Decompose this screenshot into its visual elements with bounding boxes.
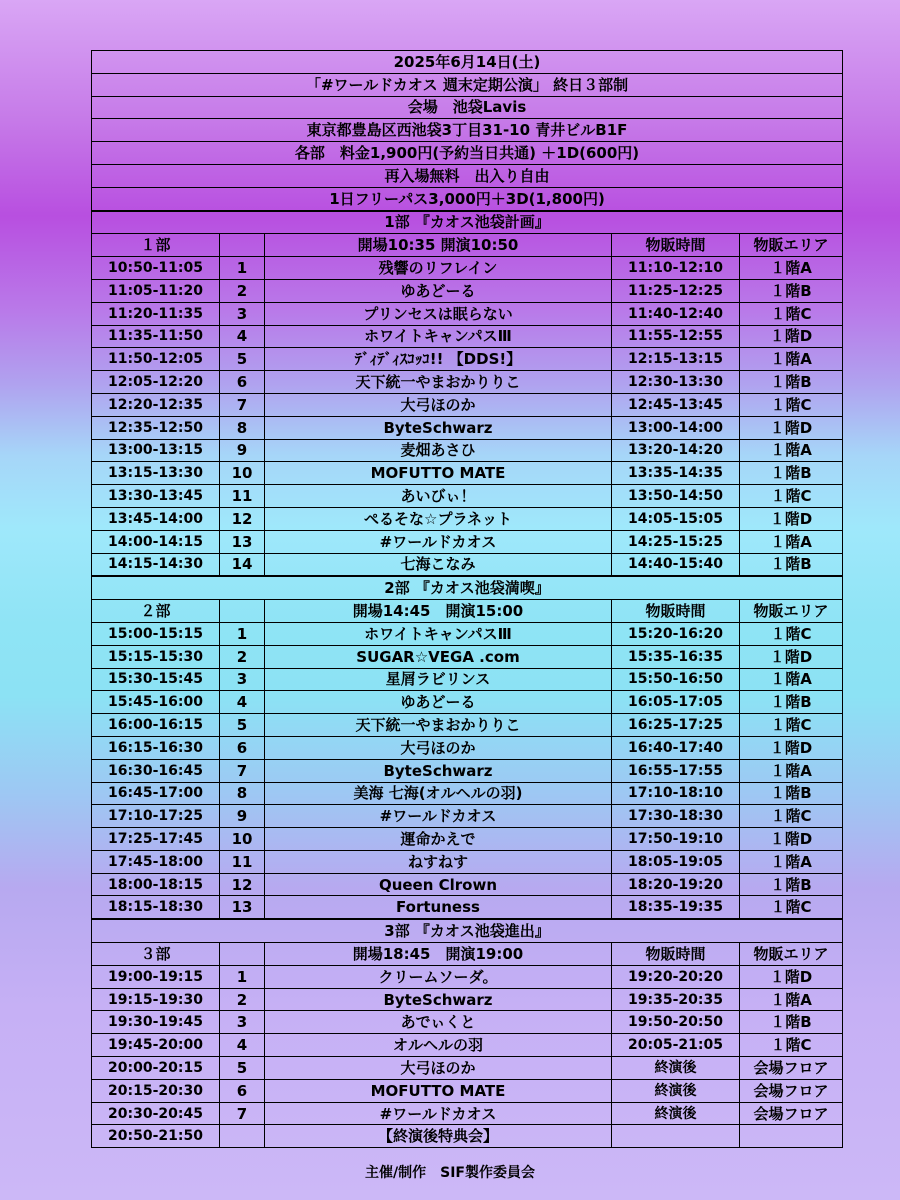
- performance-time: 19:15-19:30: [92, 988, 220, 1011]
- merch-time: 16:55-17:55: [612, 759, 740, 782]
- performance-time: 17:10-17:25: [92, 805, 220, 828]
- performer-name: 大弓ほのか: [265, 1057, 612, 1080]
- order-number: 3: [220, 302, 265, 325]
- merch-area: １階C: [740, 302, 843, 325]
- merch-time: 17:10-18:10: [612, 782, 740, 805]
- section-header-row: [92, 943, 843, 966]
- merch-area: １階B: [740, 462, 843, 485]
- merch-time: 19:20-20:20: [612, 965, 740, 988]
- merch-area: １階A: [740, 988, 843, 1011]
- header-line: 1日フリーパス3,000円＋3D(1,800円): [92, 187, 843, 210]
- table-row: [92, 828, 843, 851]
- header-line: 2025年6月14日(土): [92, 51, 843, 74]
- merch-area: １階D: [740, 325, 843, 348]
- merch-area: 会場フロア: [740, 1057, 843, 1080]
- table-row: [92, 439, 843, 462]
- order-number: 9: [220, 439, 265, 462]
- table-row: [92, 645, 843, 668]
- performance-time: 18:00-18:15: [92, 873, 220, 896]
- merch-area: １階D: [740, 507, 843, 530]
- table-row: [92, 782, 843, 805]
- performance-time: 18:15-18:30: [92, 896, 220, 919]
- performer-name: ホワイトキャンパスⅢ: [265, 622, 612, 645]
- performance-time: 14:15-14:30: [92, 553, 220, 576]
- table-row: [92, 257, 843, 280]
- merch-time: 11:55-12:55: [612, 325, 740, 348]
- merch-time: 19:50-20:50: [612, 1011, 740, 1034]
- table-row: [92, 622, 843, 645]
- order-number: [220, 1125, 265, 1148]
- merch-time: 17:50-19:10: [612, 828, 740, 851]
- table-row: [92, 348, 843, 371]
- merch-area: １階D: [740, 736, 843, 759]
- section-title-row: [92, 919, 843, 942]
- merch-time: 14:40-15:40: [612, 553, 740, 576]
- order-number: 12: [220, 873, 265, 896]
- performance-time: 13:00-13:15: [92, 439, 220, 462]
- section-label: ２部: [92, 600, 220, 623]
- performer-name: ゆあどーる: [265, 691, 612, 714]
- table-row: [92, 1079, 843, 1102]
- merch-area: １階A: [740, 257, 843, 280]
- performance-time: 11:05-11:20: [92, 279, 220, 302]
- performer-name: 美海 七海(オルヘルの羽): [265, 782, 612, 805]
- header-line: 再入場無料 出入り自由: [92, 164, 843, 187]
- merch-area: １階B: [740, 553, 843, 576]
- performance-time: 16:30-16:45: [92, 759, 220, 782]
- table-row: [92, 759, 843, 782]
- performer-name: ホワイトキャンパスⅢ: [265, 325, 612, 348]
- merch-area: １階A: [740, 668, 843, 691]
- header-row: [92, 119, 843, 142]
- section-header-row: [92, 234, 843, 257]
- merch-time: [612, 1125, 740, 1148]
- merch-area: 会場フロア: [740, 1079, 843, 1102]
- merch-area-header: 物販エリア: [740, 943, 843, 966]
- performance-time: 20:50-21:50: [92, 1125, 220, 1148]
- header-line: 各部 料金1,900円(予約当日共通) ＋1D(600円): [92, 142, 843, 165]
- order-number: 2: [220, 988, 265, 1011]
- order-number: 4: [220, 691, 265, 714]
- order-number: 2: [220, 279, 265, 302]
- merch-area: １階B: [740, 1011, 843, 1034]
- merch-time: 18:05-19:05: [612, 850, 740, 873]
- table-row: [92, 1125, 843, 1148]
- merch-area: １階C: [740, 393, 843, 416]
- performance-time: 19:45-20:00: [92, 1034, 220, 1057]
- merch-time: 16:40-17:40: [612, 736, 740, 759]
- merch-area: １階B: [740, 782, 843, 805]
- order-number: 3: [220, 668, 265, 691]
- merch-time: 16:25-17:25: [612, 714, 740, 737]
- merch-area: １階A: [740, 530, 843, 553]
- table-row: [92, 530, 843, 553]
- merch-area: １階A: [740, 850, 843, 873]
- performer-name: ﾃﾞｨﾃﾞｨｽｺｯｺ!! 【DDS!】: [265, 348, 612, 371]
- performance-time: 12:20-12:35: [92, 393, 220, 416]
- merch-time: 15:35-16:35: [612, 645, 740, 668]
- performer-name: プリンセスは眠らない: [265, 302, 612, 325]
- performance-time: 11:50-12:05: [92, 348, 220, 371]
- order-number: 7: [220, 1102, 265, 1125]
- performance-time: 16:45-17:00: [92, 782, 220, 805]
- order-number: 14: [220, 553, 265, 576]
- table-row: [92, 896, 843, 919]
- order-number: 5: [220, 1057, 265, 1080]
- section-title-row: [92, 211, 843, 234]
- merch-time: 13:20-14:20: [612, 439, 740, 462]
- header-row: [92, 96, 843, 119]
- table-row: [92, 988, 843, 1011]
- performer-name: 七海こなみ: [265, 553, 612, 576]
- table-row: [92, 325, 843, 348]
- performance-time: 17:45-18:00: [92, 850, 220, 873]
- merch-area: １階D: [740, 828, 843, 851]
- table-row: [92, 805, 843, 828]
- order-number: 12: [220, 507, 265, 530]
- table-row: [92, 1057, 843, 1080]
- performer-name: クリームソーダ。: [265, 965, 612, 988]
- performer-name: 残響のリフレイン: [265, 257, 612, 280]
- performance-time: 11:35-11:50: [92, 325, 220, 348]
- order-number: 11: [220, 850, 265, 873]
- order-number: 10: [220, 462, 265, 485]
- performer-name: #ワールドカオス: [265, 805, 612, 828]
- table-row: [92, 507, 843, 530]
- merch-area: １階D: [740, 645, 843, 668]
- performance-time: 20:00-20:15: [92, 1057, 220, 1080]
- table-row: [92, 279, 843, 302]
- order-number: 9: [220, 805, 265, 828]
- merch-time: 18:35-19:35: [612, 896, 740, 919]
- merch-area: [740, 1125, 843, 1148]
- table-row: [92, 1011, 843, 1034]
- section-title: 3部 『カオス池袋進出』: [92, 919, 843, 942]
- table-row: [92, 736, 843, 759]
- organizer-credit: 主催/制作 SIF製作委員会: [365, 1165, 535, 1181]
- performance-time: 15:15-15:30: [92, 645, 220, 668]
- performer-name: 【終演後特典会】: [265, 1125, 612, 1148]
- merch-area-header: 物販エリア: [740, 600, 843, 623]
- performance-time: 14:00-14:15: [92, 530, 220, 553]
- performance-time: 17:25-17:45: [92, 828, 220, 851]
- order-number: 8: [220, 782, 265, 805]
- performer-name: 天下統一やまおかりりこ: [265, 714, 612, 737]
- order-number: 6: [220, 371, 265, 394]
- table-row: [92, 485, 843, 508]
- order-number: 1: [220, 965, 265, 988]
- performer-name: #ワールドカオス: [265, 1102, 612, 1125]
- merch-area: 会場フロア: [740, 1102, 843, 1125]
- performer-name: #ワールドカオス: [265, 530, 612, 553]
- merch-area: １階C: [740, 622, 843, 645]
- section-title: 1部 『カオス池袋計画』: [92, 211, 843, 234]
- merch-time: 13:50-14:50: [612, 485, 740, 508]
- merch-time-header: 物販時間: [612, 943, 740, 966]
- header-line: 会場 池袋Lavis: [92, 96, 843, 119]
- performer-name: あでぃくと: [265, 1011, 612, 1034]
- merch-time: 15:50-16:50: [612, 668, 740, 691]
- header-row: [92, 142, 843, 165]
- merch-area: １階A: [740, 759, 843, 782]
- performer-name: 運命かえで: [265, 828, 612, 851]
- merch-time: 12:30-13:30: [612, 371, 740, 394]
- order-number: 7: [220, 393, 265, 416]
- merch-time: 11:25-12:25: [612, 279, 740, 302]
- merch-time: 12:15-13:15: [612, 348, 740, 371]
- performance-time: 11:20-11:35: [92, 302, 220, 325]
- header-line: 東京都豊島区西池袋3丁目31-10 青井ビルB1F: [92, 119, 843, 142]
- schedule-table: [91, 50, 843, 1148]
- merch-time: 終演後: [612, 1079, 740, 1102]
- merch-area: １階B: [740, 279, 843, 302]
- merch-time: 14:05-15:05: [612, 507, 740, 530]
- performance-time: 20:30-20:45: [92, 1102, 220, 1125]
- performance-time: 16:15-16:30: [92, 736, 220, 759]
- performer-name: ByteSchwarz: [265, 759, 612, 782]
- performer-name: ねすねす: [265, 850, 612, 873]
- merch-time: 13:00-14:00: [612, 416, 740, 439]
- order-number: 4: [220, 325, 265, 348]
- table-row: [92, 691, 843, 714]
- performer-name: あいびぃ！: [265, 485, 612, 508]
- table-row: [92, 462, 843, 485]
- header-row: [92, 187, 843, 210]
- order-number: 6: [220, 1079, 265, 1102]
- table-row: [92, 553, 843, 576]
- merch-time: 18:20-19:20: [612, 873, 740, 896]
- merch-time: 終演後: [612, 1102, 740, 1125]
- section-title: 2部 『カオス池袋満喫』: [92, 576, 843, 599]
- table-row: [92, 850, 843, 873]
- performer-name: ByteSchwarz: [265, 988, 612, 1011]
- order-number: 1: [220, 622, 265, 645]
- merch-time: 19:35-20:35: [612, 988, 740, 1011]
- order-number: 13: [220, 530, 265, 553]
- performance-time: 12:05-12:20: [92, 371, 220, 394]
- header-row: [92, 73, 843, 96]
- table-row: [92, 371, 843, 394]
- table-row: [92, 1034, 843, 1057]
- performance-time: 19:30-19:45: [92, 1011, 220, 1034]
- order-number: 5: [220, 348, 265, 371]
- merch-time: 12:45-13:45: [612, 393, 740, 416]
- section-title-row: [92, 576, 843, 599]
- merch-area: １階A: [740, 348, 843, 371]
- section-label: ３部: [92, 943, 220, 966]
- merch-time: 13:35-14:35: [612, 462, 740, 485]
- performer-name: SUGAR☆VEGA .com: [265, 645, 612, 668]
- merch-area: １階A: [740, 439, 843, 462]
- order-number: 2: [220, 645, 265, 668]
- merch-time: 終演後: [612, 1057, 740, 1080]
- order-number: 5: [220, 714, 265, 737]
- merch-area: １階C: [740, 1034, 843, 1057]
- section-label: １部: [92, 234, 220, 257]
- merch-time-header: 物販時間: [612, 234, 740, 257]
- performance-time: 15:00-15:15: [92, 622, 220, 645]
- order-number: 3: [220, 1011, 265, 1034]
- merch-area: １階C: [740, 896, 843, 919]
- merch-area: １階D: [740, 965, 843, 988]
- order-number: 11: [220, 485, 265, 508]
- merch-area: １階B: [740, 371, 843, 394]
- table-row: [92, 1102, 843, 1125]
- table-row: [92, 714, 843, 737]
- blank-cell: [220, 943, 265, 966]
- performer-name: 麦畑あさひ: [265, 439, 612, 462]
- performer-name: 星屑ラビリンス: [265, 668, 612, 691]
- performance-time: 16:00-16:15: [92, 714, 220, 737]
- performance-time: 12:35-12:50: [92, 416, 220, 439]
- order-number: 4: [220, 1034, 265, 1057]
- performance-time: 19:00-19:15: [92, 965, 220, 988]
- blank-cell: [220, 234, 265, 257]
- merch-area: １階B: [740, 691, 843, 714]
- merch-time: 11:10-12:10: [612, 257, 740, 280]
- performance-time: 13:15-13:30: [92, 462, 220, 485]
- table-row: [92, 416, 843, 439]
- merch-area: １階C: [740, 485, 843, 508]
- performer-name: Fortuness: [265, 896, 612, 919]
- merch-time: 17:30-18:30: [612, 805, 740, 828]
- performer-name: ByteSchwarz: [265, 416, 612, 439]
- merch-time: 16:05-17:05: [612, 691, 740, 714]
- header-line: 「#ワールドカオス 週末定期公演」 終日３部制: [92, 73, 843, 96]
- performer-name: MOFUTTO MATE: [265, 462, 612, 485]
- merch-time-header: 物販時間: [612, 600, 740, 623]
- performance-time: 15:45-16:00: [92, 691, 220, 714]
- open-start-time: 開場14:45 開演15:00: [265, 600, 612, 623]
- order-number: 10: [220, 828, 265, 851]
- performer-name: 大弓ほのか: [265, 393, 612, 416]
- table-row: [92, 302, 843, 325]
- section-header-row: [92, 600, 843, 623]
- open-start-time: 開場10:35 開演10:50: [265, 234, 612, 257]
- order-number: 8: [220, 416, 265, 439]
- performance-time: 20:15-20:30: [92, 1079, 220, 1102]
- table-row: [92, 668, 843, 691]
- merch-area-header: 物販エリア: [740, 234, 843, 257]
- header-row: [92, 164, 843, 187]
- performer-name: 大弓ほのか: [265, 736, 612, 759]
- performance-time: 13:30-13:45: [92, 485, 220, 508]
- merch-time: 14:25-15:25: [612, 530, 740, 553]
- performance-time: 10:50-11:05: [92, 257, 220, 280]
- merch-area: １階C: [740, 714, 843, 737]
- merch-time: 11:40-12:40: [612, 302, 740, 325]
- merch-time: 15:20-16:20: [612, 622, 740, 645]
- performance-time: 13:45-14:00: [92, 507, 220, 530]
- performer-name: ぺるそな☆プラネット: [265, 507, 612, 530]
- order-number: 6: [220, 736, 265, 759]
- merch-area: １階B: [740, 873, 843, 896]
- open-start-time: 開場18:45 開演19:00: [265, 943, 612, 966]
- merch-area: １階C: [740, 805, 843, 828]
- performer-name: オルヘルの羽: [265, 1034, 612, 1057]
- merch-area: １階D: [740, 416, 843, 439]
- merch-time: 20:05-21:05: [612, 1034, 740, 1057]
- performer-name: ゆあどーる: [265, 279, 612, 302]
- performance-time: 15:30-15:45: [92, 668, 220, 691]
- performer-name: Queen Clrown: [265, 873, 612, 896]
- order-number: 1: [220, 257, 265, 280]
- performer-name: 天下統一やまおかりりこ: [265, 371, 612, 394]
- blank-cell: [220, 600, 265, 623]
- table-row: [92, 873, 843, 896]
- header-row: [92, 51, 843, 74]
- table-row: [92, 393, 843, 416]
- order-number: 13: [220, 896, 265, 919]
- order-number: 7: [220, 759, 265, 782]
- table-row: [92, 965, 843, 988]
- performer-name: MOFUTTO MATE: [265, 1079, 612, 1102]
